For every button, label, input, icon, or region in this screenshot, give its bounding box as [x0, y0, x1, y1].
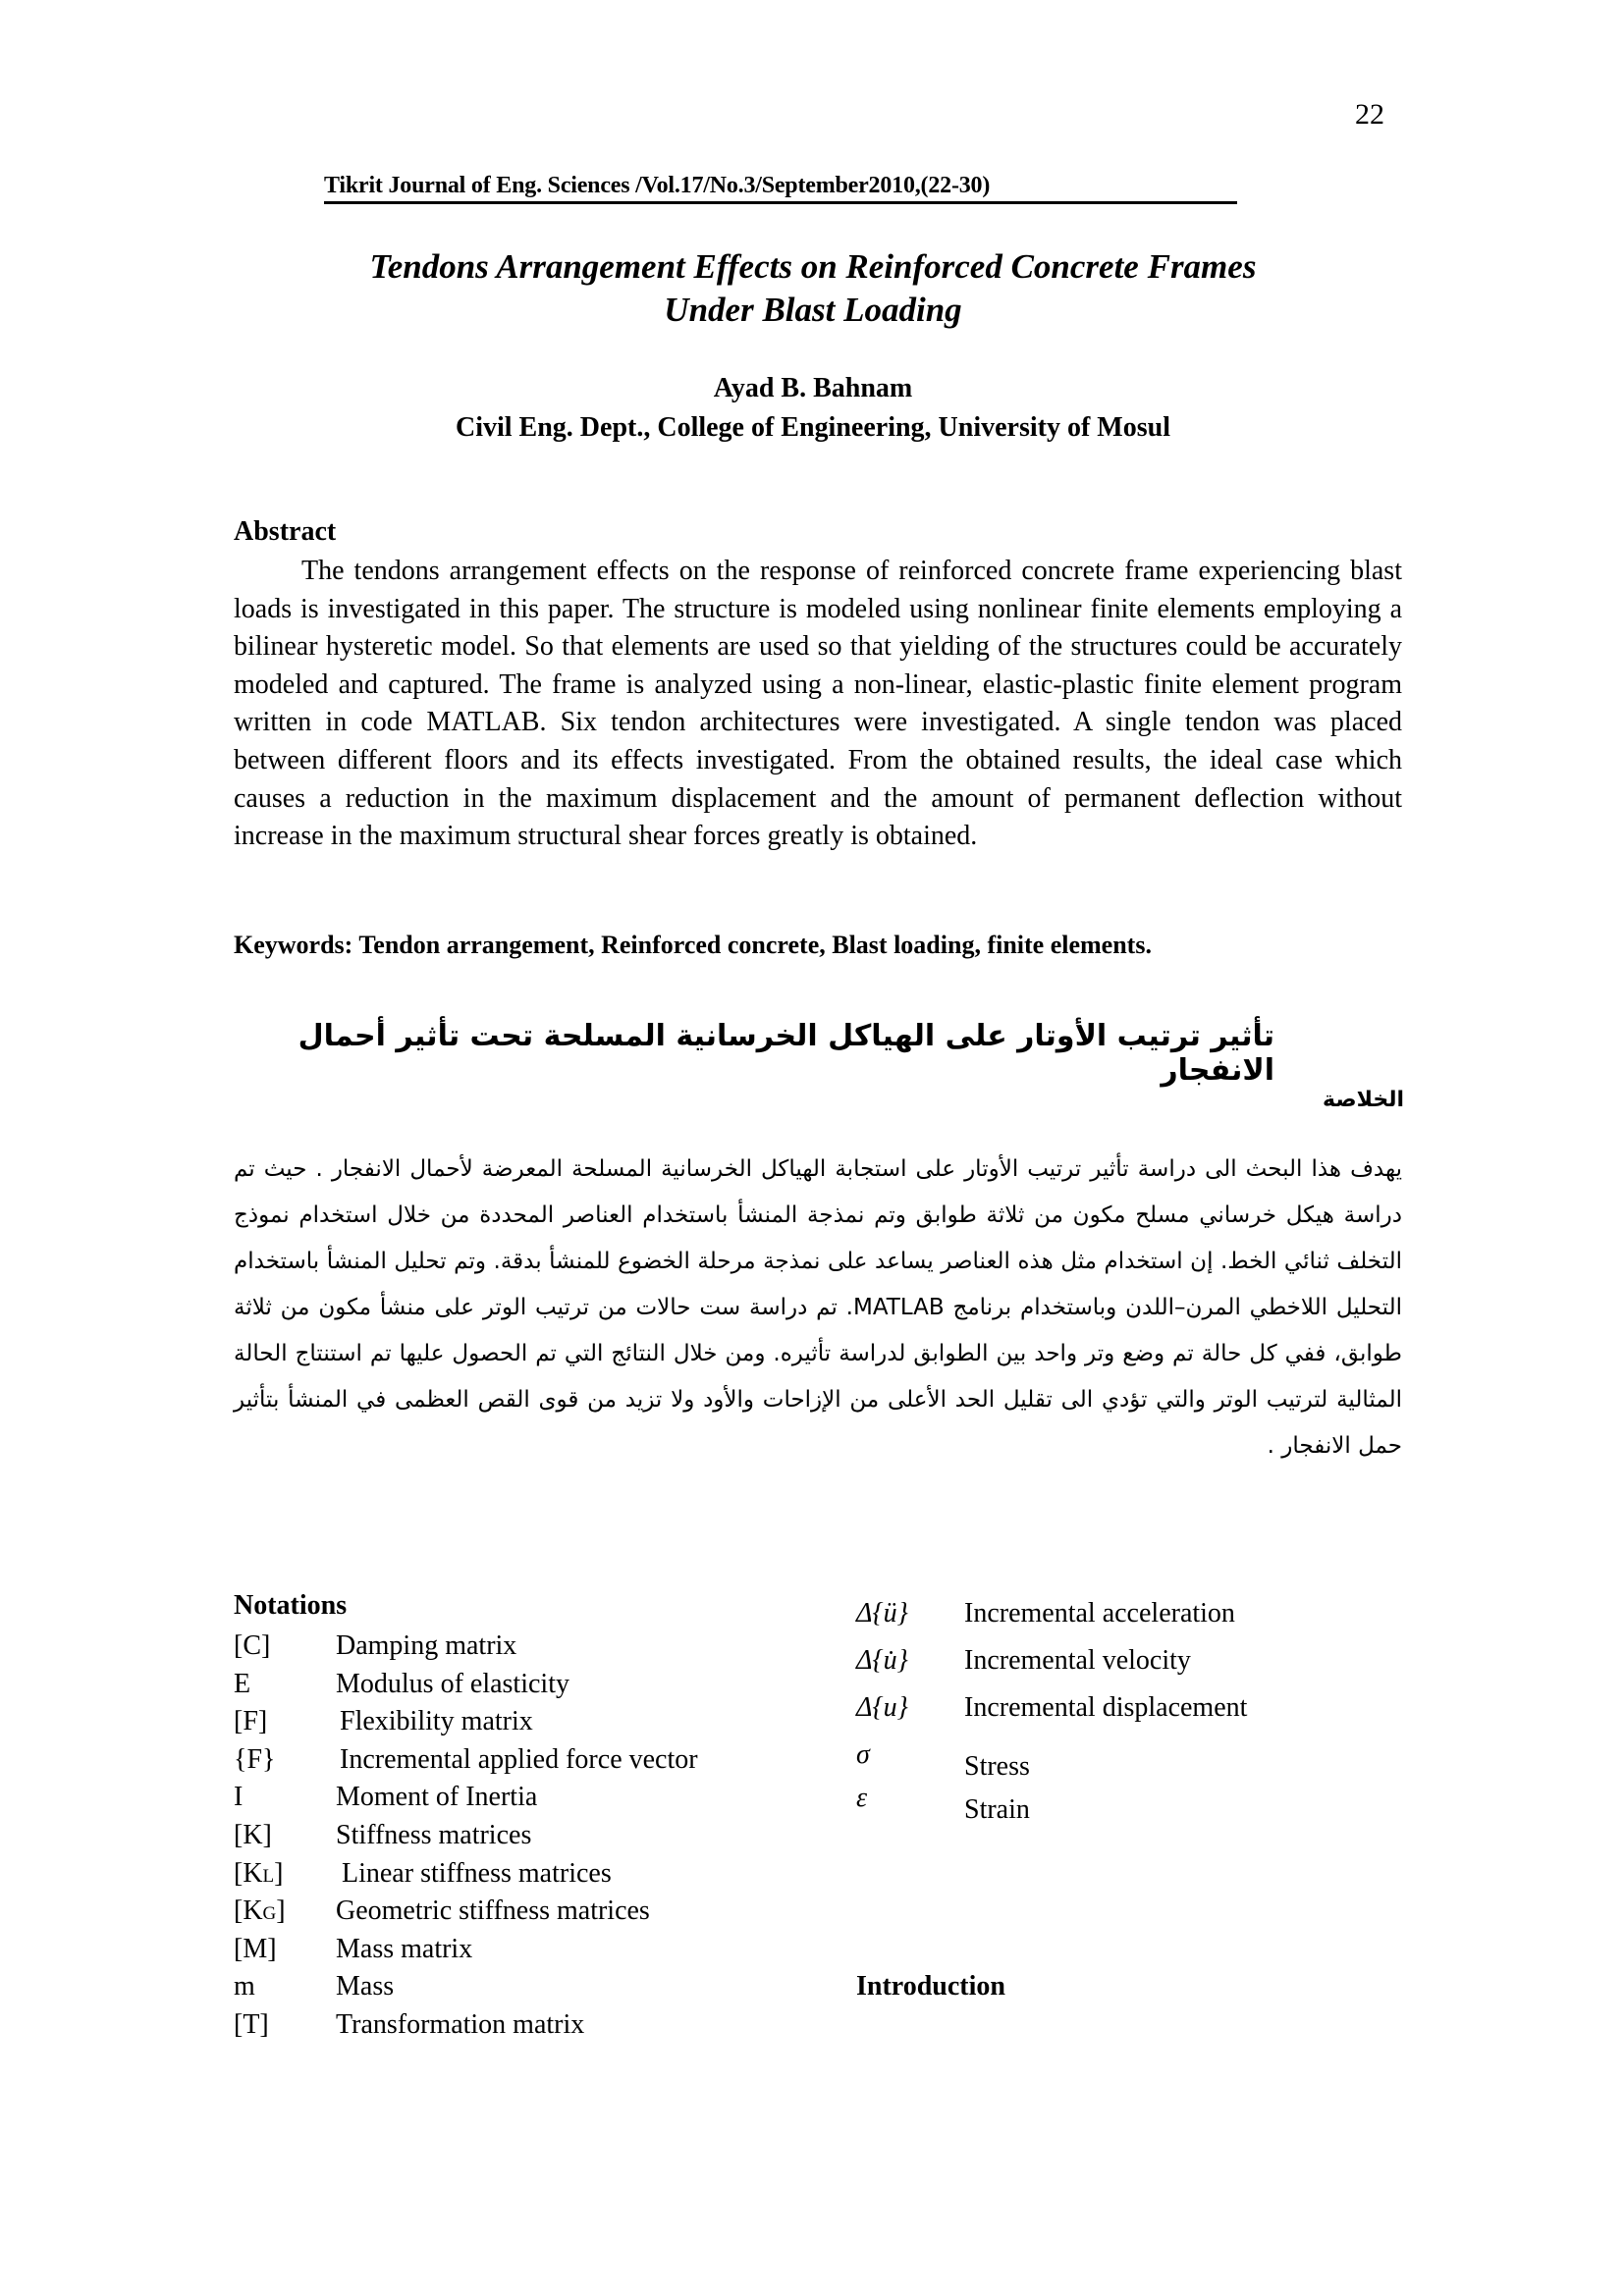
introduction-heading: Introduction	[856, 1971, 1005, 2002]
arabic-abstract-heading: الخلاصة	[1323, 1088, 1404, 1112]
notation-row	[234, 1968, 823, 2006]
title-line-1: Tendons Arrangement Effects on Reinforced Concrete Frames	[369, 247, 1257, 286]
notation-symbol: σ	[856, 1739, 870, 1770]
notations-heading: Notations	[234, 1590, 348, 1621]
keywords: Keywords: Tendon arrangement, Reinforced concrete, Blast loading, finite elements.	[234, 931, 1152, 959]
notation-row	[234, 1893, 823, 1931]
notation-symbol: [KL]	[234, 1857, 284, 1889]
arabic-abstract-body: يهدف هذا البحث الى دراسة تأثير ترتيب الأوتار على استجابة الهياكل الخرسانية المسلحة المعرضة لأحمال الانفجار . حيث تم دراسة هيكل خرساني مسلح مكون من ثلاثة طوابق وتم نمذجة المنشأ باستخدام العناصر المحددة من خلال استخدام نموذج التخلف ثنائي الخط. إن استخدام مثل هذه العناصر يساعد على نمذجة مرحلة الخضوع للمنشأ بدقة. وتم تحليل المنشأ باستخدام التحليل اللاخطي المرن–اللدن وباستخدام برنامج MATLAB. تم دراسة ست حالات من ترتيب الوتر على منشأ مكون من ثلاثة طوابق، ففي كل حالة تم وضع وتر واحد بين الطوابق لدراسة تأثيره. ومن خلال النتائج التي تم الحصول عليها تم استنتاج الحالة المثالية لترتيب الوتر والتي تؤدي الى تقليل الحد الأعلى من الإزاحات والأود ولا تزيد من قوى القص العظمى في المنشأ بتأثير حمل الانفجار .	[234, 1156, 1402, 1459]
notation-symbol: Δ{ü}	[856, 1598, 908, 1629]
notation-row	[234, 2006, 823, 2045]
notation-row	[856, 1637, 1406, 1684]
notation-row	[234, 1817, 823, 1855]
notation-description: Mass	[336, 1971, 395, 2002]
notation-symbol: [KG]	[234, 1896, 286, 1927]
notation-row	[856, 1684, 1406, 1732]
notation-symbol: m	[234, 1971, 255, 2002]
arabic-title: تأثير ترتيب الأوتار على الهياكل الخرسانية المسلحة تحت تأثير أحمال الانفجار	[298, 1019, 1274, 1088]
notation-row	[234, 1703, 823, 1741]
notation-description: Incremental displacement	[964, 1692, 1248, 1723]
notation-symbol: Δ{u}	[856, 1692, 908, 1723]
notation-description: Damping matrix	[336, 1630, 517, 1661]
notation-symbol: I	[234, 1782, 244, 1813]
notation-description: Geometric stiffness matrices	[336, 1896, 650, 1927]
notation-symbol: {F}	[234, 1743, 276, 1775]
page-number: 22	[1355, 98, 1384, 131]
notation-symbol: [C]	[234, 1630, 271, 1661]
abstract-heading: Abstract	[234, 516, 337, 547]
notation-row	[856, 1732, 1406, 1782]
notation-symbol: E	[234, 1668, 251, 1699]
notation-description: Linear stiffness matrices	[342, 1857, 612, 1889]
notation-symbol: ε	[856, 1783, 868, 1813]
notation-row	[234, 1628, 823, 1666]
notation-row	[234, 1931, 823, 1969]
notation-row	[856, 1775, 1406, 1825]
title-line-2: Under Blast Loading	[664, 291, 962, 329]
notation-row	[234, 1741, 823, 1780]
notation-symbol: [M]	[234, 1933, 277, 1964]
notation-symbol: [T]	[234, 2008, 269, 2040]
notation-description: Stiffness matrices	[336, 1819, 532, 1850]
abstract-body: The tendons arrangement effects on the response of reinforced concrete frame experiencing blast loads is investigated in this paper. The structure is modeled using nonlinear finite elements employing a bilinear hysteretic model. So that elements are used so that yielding of the structures could be accurately modeled and captured. The frame is analyzed using a non-linear, elastic-plastic finite element program written in code MATLAB. Six tendon architectures were investigated. A single tendon was placed between different floors and its effects investigated. From the obtained results, the ideal case which causes a reduction in the maximum displacement and the amount of permanent deflection without increase in the maximum structural shear forces greatly is obtained.	[234, 556, 1402, 852]
notation-description: Incremental velocity	[964, 1645, 1191, 1676]
notation-row	[234, 1779, 823, 1817]
notation-description: Moment of Inertia	[336, 1782, 538, 1813]
notation-description: Incremental acceleration	[964, 1598, 1235, 1629]
author-affiliation: Civil Eng. Dept., College of Engineering, University of Mosul	[456, 412, 1170, 443]
notation-row	[234, 1666, 823, 1704]
notation-row	[856, 1590, 1406, 1637]
notations-list-left	[234, 1628, 823, 2045]
notation-symbol: [K]	[234, 1819, 272, 1850]
notation-description: Transformation matrix	[336, 2008, 585, 2040]
notation-description: Strain	[964, 1794, 1030, 1825]
author-name: Ayad B. Bahnam	[713, 373, 913, 403]
notation-row	[234, 1855, 823, 1894]
notation-description: Modulus of elasticity	[336, 1668, 569, 1699]
notation-description: Flexibility matrix	[340, 1706, 533, 1737]
notation-description: Stress	[964, 1751, 1030, 1782]
paper-title	[234, 245, 1392, 332]
journal-header: Tikrit Journal of Eng. Sciences /Vol.17/No.3/September2010,(22-30)	[324, 173, 1237, 204]
notation-symbol: Δ{u̇}	[856, 1645, 908, 1676]
notation-description: Incremental applied force vector	[340, 1743, 698, 1775]
notation-description: Mass matrix	[336, 1933, 473, 1964]
notation-symbol: [F]	[234, 1706, 268, 1737]
notations-list-right	[856, 1590, 1406, 1825]
